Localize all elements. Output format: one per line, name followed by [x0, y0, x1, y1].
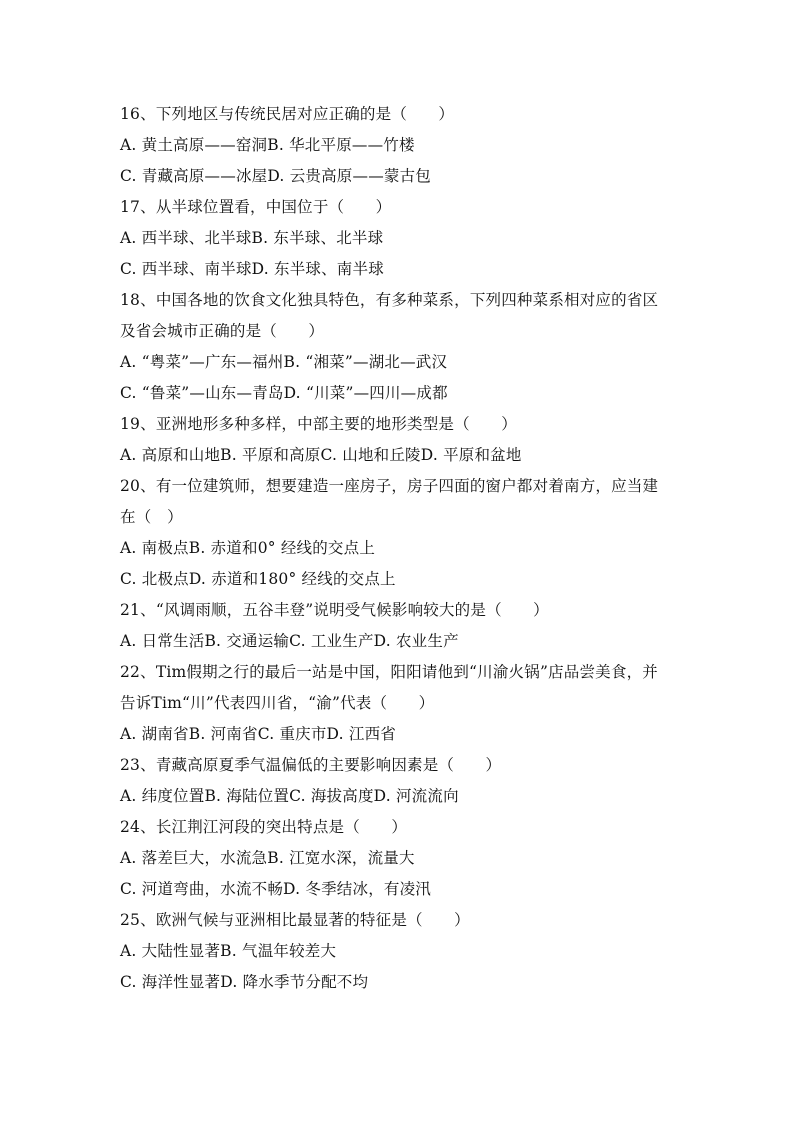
question-18-options-ab: A. “粤菜”—广东—福州B. “湘菜”—湖北—武汉	[120, 353, 448, 371]
question-19-options: A. 高原和山地B. 平原和高原C. 山地和丘陵D. 平原和盆地	[120, 446, 522, 464]
question-24-stem: 24、长江荆江河段的突出特点是（ ）	[120, 818, 408, 836]
question-20-options-cd: C. 北极点D. 赤道和180° 经线的交点上	[120, 570, 396, 588]
question-25-stem: 25、欧洲气候与亚洲相比最显著的特征是（ ）	[120, 911, 470, 929]
question-19-stem: 19、亚洲地形多种多样，中部主要的地形类型是（ ）	[120, 415, 517, 433]
question-16-options-cd: C. 青藏高原——冰屋D. 云贵高原——蒙古包	[120, 167, 431, 185]
question-17-options-cd: C. 西半球、南半球D. 东半球、南半球	[120, 260, 384, 278]
question-24-options-cd: C. 河道弯曲，水流不畅D. 冬季结冰，有凌汛	[120, 880, 431, 898]
question-21-stem: 21、“风调雨顺，五谷丰登”说明受气候影响较大的是（ ）	[120, 601, 549, 619]
question-25-options-ab: A. 大陆性显著B. 气温年较差大	[120, 942, 337, 960]
question-20-stem-line-2: 在（ ）	[120, 508, 183, 526]
question-17-stem: 17、从半球位置看，中国位于（ ）	[120, 198, 392, 216]
question-16-stem: 16、下列地区与传统民居对应正确的是（ ）	[120, 105, 455, 123]
question-18-stem-line-2: 及省会城市正确的是（ ）	[120, 322, 325, 340]
question-list	[120, 99, 680, 998]
question-17-options-ab: A. 西半球、北半球B. 东半球、北半球	[120, 229, 384, 247]
question-24-options-ab: A. 落差巨大，水流急B. 江宽水深，流量大	[120, 849, 415, 867]
question-22-options: A. 湖南省B. 河南省C. 重庆市D. 江西省	[120, 725, 396, 743]
question-21-options: A. 日常生活B. 交通运输C. 工业生产D. 农业生产	[120, 632, 459, 650]
question-23-options: A. 纬度位置B. 海陆位置C. 海拔高度D. 河流流向	[120, 787, 459, 805]
question-22-stem-line-1: 22、Tim假期之行的最后一站是中国，阳阳请他到“川渝火锅”店品尝美食，并	[120, 663, 658, 681]
question-18-options-cd: C. “鲁菜”—山东—青岛D. “川菜”—四川—成都	[120, 384, 448, 402]
question-20-options-ab: A. 南极点B. 赤道和0° 经线的交点上	[120, 539, 376, 557]
question-25-options-cd: C. 海洋性显著D. 降水季节分配不均	[120, 973, 369, 991]
question-16-options-ab: A. 黄土高原——窑洞B. 华北平原——竹楼	[120, 136, 415, 154]
question-22-stem-line-2: 告诉Tim“川”代表四川省，“渝”代表（ ）	[120, 694, 435, 712]
question-18-stem-line-1: 18、中国各地的饮食文化独具特色，有多种菜系，下列四种菜系相对应的省区	[120, 291, 659, 309]
question-20-stem-line-1: 20、有一位建筑师，想要建造一座房子，房子四面的窗户都对着南方，应当建	[120, 477, 659, 495]
question-23-stem: 23、青藏高原夏季气温偏低的主要影响因素是（ ）	[120, 756, 502, 774]
